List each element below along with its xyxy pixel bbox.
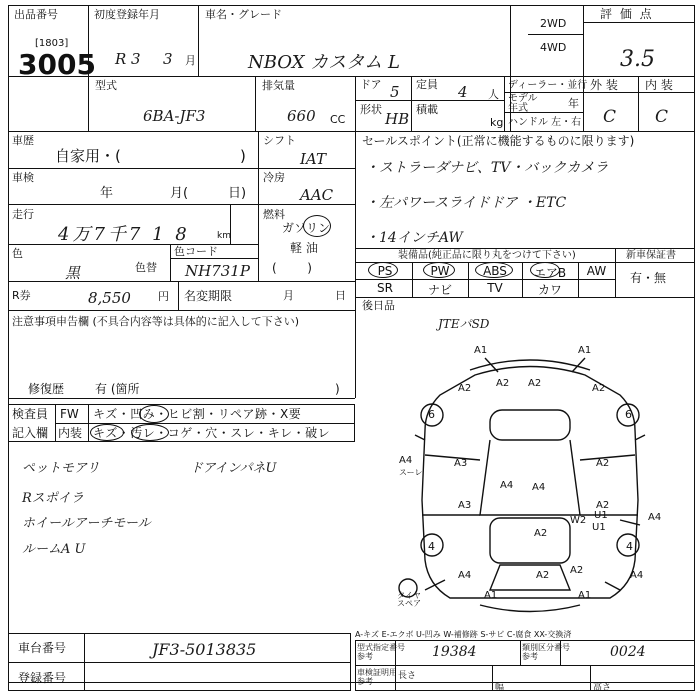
- exterior-grade: C: [603, 107, 617, 127]
- mark-tire-rear-right: 4: [626, 540, 633, 553]
- mark-a4-right-quarter: A4: [648, 512, 662, 523]
- mark-u1-right: U1: [594, 510, 608, 521]
- history-label: 車歴: [12, 134, 34, 147]
- r-label: R券: [12, 289, 31, 302]
- abs-circle: [475, 262, 513, 278]
- chassis-number: JF3-5013835: [152, 640, 257, 659]
- r-unit: 円: [158, 290, 169, 303]
- mark-a3-left-door: A3: [454, 458, 468, 469]
- model-label: 型式: [95, 79, 117, 92]
- vehicle-no-label: 型式指定番号 参考: [357, 643, 405, 661]
- first-registration-year: R 3: [115, 50, 141, 68]
- month-unit: 月: [185, 54, 196, 67]
- mark-a4-roof: A4: [532, 482, 546, 493]
- mark-a1-front-left: A1: [474, 345, 488, 356]
- name-change-label: 名変期限: [184, 289, 233, 303]
- equip-sr: SR: [377, 281, 393, 295]
- equip-abs: ABS: [483, 264, 507, 278]
- remark-right-1: ドアインパネU: [190, 461, 277, 476]
- mark-tire-front-left: 6: [428, 408, 435, 421]
- load-unit: kg: [490, 116, 504, 129]
- displacement-label: 排気量: [262, 79, 295, 92]
- category-value: 0024: [610, 644, 646, 660]
- mark-a2-right-rear: A2: [596, 500, 610, 511]
- aftermarket-label: 後日品: [362, 299, 395, 312]
- color-code-label: 色コード: [174, 245, 218, 258]
- equip-tv: TV: [487, 281, 503, 295]
- equip-navi: ナビ: [427, 283, 452, 297]
- inspection-year: 年: [100, 186, 114, 201]
- capacity-unit: 人: [488, 88, 499, 101]
- warranty-label: 新車保証書: [626, 250, 676, 261]
- equip-airbag: エアB: [533, 266, 567, 280]
- airbag-circle: [530, 262, 560, 278]
- spare-tire-note: タイヤ スペア: [397, 591, 421, 608]
- mark-a2-right-door: A2: [596, 458, 610, 469]
- inspector-interior-items: キズ・汚レ・コゲ・穴・スレ・キレ・破レ: [93, 426, 331, 440]
- mileage-label: 走行: [12, 208, 34, 221]
- shape-value: HB: [385, 110, 410, 128]
- mark-tire-front-right: 6: [625, 408, 632, 421]
- mark-a2-rear-bumper: A2: [570, 565, 584, 576]
- color-label: 色: [12, 247, 23, 260]
- aftermarket-value: JTEパSD: [438, 317, 490, 331]
- drive-4wd: 4WD: [540, 41, 567, 54]
- remark-left-3: ホイールアーチモール: [22, 516, 151, 531]
- equip-ps: PS: [377, 264, 393, 278]
- doors-label: ドア: [360, 78, 382, 91]
- inspector-label-1: 検査員: [12, 407, 49, 421]
- selling-point-3: ・14インチAW: [365, 230, 463, 246]
- notes-label: 注意事項申告欄 (不具合内容等は具体的に記入して下さい): [12, 315, 300, 328]
- interior-stain-circle: [131, 424, 169, 441]
- equip-leather: カワ: [537, 283, 562, 297]
- car-name-value: NBOX カスタム L: [248, 52, 400, 73]
- mark-a2-rear: A2: [536, 570, 550, 581]
- remark-left-4: ルームA U: [22, 542, 86, 557]
- selling-point-2: ・左パワースライドドア ・ETC: [365, 195, 567, 211]
- dealer-label: ディーラー・並行: [508, 80, 588, 91]
- color-code-value: NH731P: [185, 262, 250, 280]
- repair-close: ): [335, 382, 340, 396]
- inspection-day: 日): [228, 186, 247, 201]
- shift-value: IAT: [300, 150, 326, 168]
- mark-a1-rear-left: A1: [484, 590, 498, 601]
- shift-label: シフト: [263, 134, 296, 147]
- equip-pw: PW: [430, 264, 450, 278]
- fw-dent-circle: [139, 405, 169, 423]
- color-change-label: 色替: [135, 261, 157, 274]
- category-label: 類別区分番号 参考: [522, 643, 570, 661]
- equipment-label: 装備品(純正品に限り丸をつけて下さい): [398, 250, 576, 261]
- mark-a3-left-rear: A3: [458, 500, 472, 511]
- drive-2wd: 2WD: [540, 17, 567, 30]
- interior-label: 内 装: [645, 78, 673, 92]
- remark-left-1: ペットモアリ: [22, 461, 100, 476]
- chassis-label: 車台番号: [18, 641, 67, 655]
- mark-a2-hood-right: A2: [592, 383, 606, 394]
- history-close: ): [240, 147, 246, 165]
- cert-label: 車検証明用 参考: [357, 668, 397, 686]
- mark-a4-left-center: A4: [500, 480, 514, 491]
- mark-w2-right: W2: [570, 515, 587, 526]
- handle-label: ハンドル 左・右: [508, 117, 582, 128]
- mark-a2-hood: A2: [528, 378, 542, 389]
- pw-circle: [423, 262, 455, 278]
- lot-label: 出品番号: [14, 8, 58, 21]
- repair-value: 有 (箇所: [95, 382, 140, 396]
- interior-scratch-circle: [90, 424, 124, 441]
- ac-value: AAC: [300, 186, 334, 204]
- fuel-other: ( ): [272, 261, 312, 275]
- remark-left-2: Rスポイラ: [22, 491, 84, 506]
- inspector-interior-label: 内装: [58, 426, 83, 440]
- equip-aw: AW: [586, 264, 607, 278]
- fuel-selected-circle: [303, 215, 331, 237]
- color-value: 黒: [65, 264, 81, 282]
- fuel-diesel: 軽 油: [290, 241, 318, 255]
- inspection-label: 車検: [12, 171, 34, 184]
- ps-circle: [368, 262, 398, 278]
- selling-points-label: セールスポイント(正常に機能するものに限ります): [362, 134, 635, 148]
- lot-code: [1803]: [35, 38, 69, 49]
- exterior-label: 外 装: [590, 78, 618, 92]
- mark-a2-bonnet: A2: [496, 378, 510, 389]
- mileage-unit: km: [217, 231, 231, 241]
- displacement-unit: CC: [330, 113, 346, 126]
- ac-label: 冷房: [263, 171, 285, 184]
- score-label: 評 価 点: [600, 7, 654, 21]
- score-value: 3.5: [620, 47, 655, 72]
- fuel-label: 燃料: [263, 208, 285, 221]
- width-label: 幅: [495, 683, 505, 693]
- capacity-value: 4: [458, 83, 468, 101]
- load-label: 積載: [416, 103, 438, 116]
- mark-a2-rear-hatch: A2: [534, 528, 548, 539]
- mark-a2-hood-left: A2: [458, 383, 472, 394]
- name-change-day: 日: [335, 289, 346, 302]
- length-label: 長さ: [398, 671, 417, 681]
- warranty-value: 有・無: [630, 271, 667, 285]
- mark-tire-rear-left: 4: [428, 540, 435, 553]
- r-value: 8,550: [88, 289, 131, 307]
- inspection-month: 月(: [170, 186, 189, 201]
- shape-label: 形状: [360, 103, 382, 116]
- doors-value: 5: [390, 83, 400, 101]
- selling-point-1: ・ストラーダナビ、TV・バックカメラ: [365, 160, 609, 176]
- registration-label: 登録番号: [18, 671, 67, 685]
- repair-label: 修復歴: [28, 382, 65, 396]
- height-label: 高さ: [593, 683, 612, 693]
- mark-a4-rear-left: A4: [458, 570, 472, 581]
- capacity-label: 定員: [416, 78, 438, 91]
- mark-a1-rear-right: A1: [578, 590, 592, 601]
- fw-label: FW: [60, 407, 79, 421]
- mark-a1-front-right: A1: [578, 345, 592, 356]
- model-year-label: モデル 年式: [508, 93, 538, 114]
- lot-number: 3005: [18, 48, 96, 81]
- mark-scrape-note: スーレ: [399, 468, 423, 477]
- fuel-gasoline: ガソリン: [282, 221, 331, 235]
- displacement-value: 660: [287, 107, 316, 125]
- inspector-label-2: 記入欄: [12, 426, 49, 440]
- history-value: 自家用・(: [55, 147, 121, 165]
- name-change-month: 月: [283, 289, 294, 302]
- interior-grade: C: [655, 107, 669, 127]
- mileage-value: 4万7千7 1 8: [58, 224, 190, 245]
- mark-a4-left-fender: A4: [399, 455, 413, 466]
- fw-items: キズ・凹み・ヒビ割・リペア跡・X要: [93, 407, 302, 421]
- mark-u1-right-2: U1: [592, 522, 606, 533]
- car-name-label: 車名・グレード: [205, 8, 282, 21]
- mark-a4-rear-right: A4: [630, 570, 644, 581]
- model-value: 6BA-JF3: [143, 107, 206, 125]
- year-unit: 年: [568, 97, 579, 110]
- first-registration-month: 3: [163, 50, 173, 68]
- damage-legend: A-キズ E-エクボ U-凹み W-補修跡 S-サビ C-腐食 XX-交換済: [355, 630, 572, 639]
- first-registration-label: 初度登録年月: [94, 8, 160, 21]
- vehicle-no-value: 19384: [432, 644, 477, 660]
